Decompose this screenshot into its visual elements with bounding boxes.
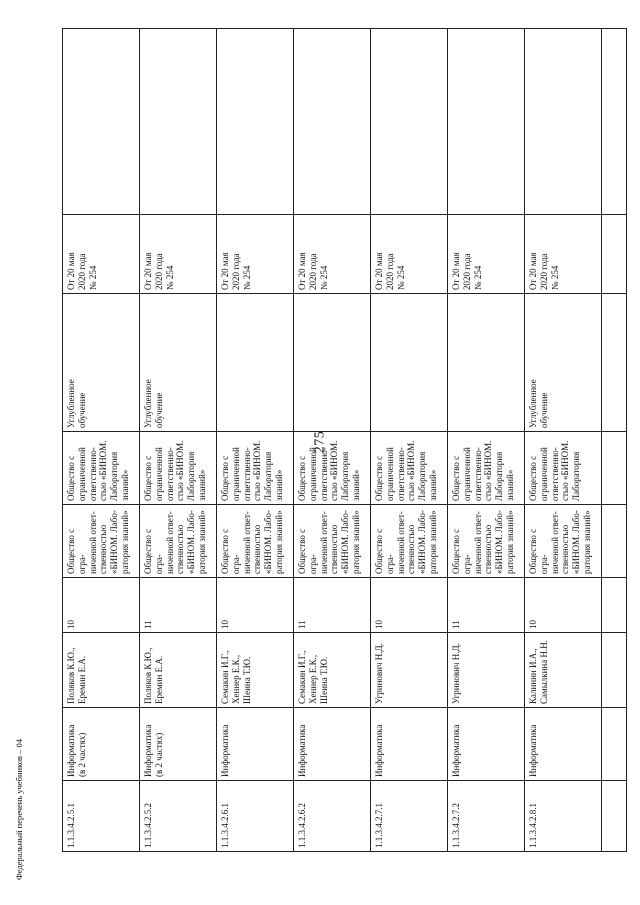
- empty-cell: [448, 29, 525, 215]
- level-cell: Углубленное обучение: [140, 294, 217, 432]
- empty-cell: [525, 29, 602, 215]
- publisher-cell: Общество с огра- ниченной ответ- ственностью «БИНОМ. Лабо- ратория знаний»: [217, 505, 294, 578]
- grade-cell: 10: [63, 578, 140, 633]
- publisher-cell: Общество с огра- ниченной ответ- ственностью «БИНОМ. Лабо- ратория знаний»: [525, 505, 602, 578]
- order-cell: От 20 мая 2020 года № 254: [371, 215, 448, 294]
- empty-cell: [602, 29, 627, 215]
- publisher-cell: Общество с огра- ниченной ответ- ственностью «БИНОМ. Лабо- ратория знаний»: [63, 505, 140, 578]
- authors-cell: Поляков К.Ю., Еремин Е.А.: [63, 633, 140, 708]
- level-cell: Углубленное обучение: [63, 294, 140, 432]
- subject-cell: Информатика (в 2 частях): [140, 708, 217, 781]
- code-cell: 1.1.3.4.2.6.2: [294, 781, 371, 852]
- empty-cell: [602, 708, 627, 781]
- rotated-table-container: [62, 29, 592, 852]
- code-cell: 1.1.3.4.2.5.2: [140, 781, 217, 852]
- publisher-legal-cell: Общество с ограниченной ответственно- стью «БИНОМ. Лаборатория знаний»: [217, 432, 294, 505]
- publisher-legal-cell: Общество с ограниченной ответственно- стью «БИНОМ. Лаборатория знаний»: [448, 432, 525, 505]
- order-cell: От 20 мая 2020 года № 254: [525, 215, 602, 294]
- subject-cell: Информатика: [448, 708, 525, 781]
- grade-cell: 11: [294, 578, 371, 633]
- authors-cell: Калинин И.А., Самылкина Н.Н.: [525, 633, 602, 708]
- code-cell: 1.1.3.4.2.6.1: [217, 781, 294, 852]
- order-cell: От 20 мая 2020 года № 254: [294, 215, 371, 294]
- grade-cell: 11: [448, 578, 525, 633]
- subject-cell: Информатика: [217, 708, 294, 781]
- publisher-legal-cell: Общество с ограниченной ответственно- стью «БИНОМ. Лаборатория: [525, 432, 602, 505]
- authors-cell: Семакин И.Г., Хеннер Е.К., Шеина Т.Ю.: [217, 633, 294, 708]
- publisher-legal-cell: Общество с ограниченной ответственно- стью «БИНОМ. Лаборатория знаний»: [140, 432, 217, 505]
- empty-cell: [602, 781, 627, 852]
- grade-cell: 10: [525, 578, 602, 633]
- level-cell: [217, 294, 294, 432]
- publisher-cell: Общество с огра- ниченной ответ- ственностью «БИНОМ. Лабо- ратория знаний»: [448, 505, 525, 578]
- empty-cell: [602, 505, 627, 578]
- empty-cell: [602, 294, 627, 432]
- page-number-text: 275: [312, 430, 327, 454]
- grade-cell: 10: [217, 578, 294, 633]
- grade-cell: 10: [371, 578, 448, 633]
- table-row: [525, 29, 602, 852]
- level-cell: [371, 294, 448, 432]
- empty-cell: [63, 29, 140, 215]
- subject-cell: Информатика: [371, 708, 448, 781]
- publisher-cell: Общество с огра- ниченной ответ- ственностью «БИНОМ. Лабо- ратория знаний»: [294, 505, 371, 578]
- authors-cell: Поляков К.Ю., Еремин Е.А.: [140, 633, 217, 708]
- order-cell: От 20 мая 2020 года № 254: [140, 215, 217, 294]
- level-cell: Углубленное обучение: [525, 294, 602, 432]
- empty-cell: [602, 578, 627, 633]
- code-cell: 1.1.3.4.2.8.1: [525, 781, 602, 852]
- empty-cell: [602, 633, 627, 708]
- table-edge-strip: [602, 29, 627, 852]
- order-cell: От 20 мая 2020 года № 254: [217, 215, 294, 294]
- level-cell: [294, 294, 371, 432]
- empty-cell: [602, 215, 627, 294]
- table-row: [294, 29, 371, 852]
- table-row: [448, 29, 525, 852]
- subject-cell: Информатика: [294, 708, 371, 781]
- publisher-legal-cell: Общество с ограниченной ответственно- стью «БИНОМ. Лаборатория знаний»: [294, 432, 371, 505]
- textbook-table: [62, 28, 627, 852]
- grade-cell: 11: [140, 578, 217, 633]
- subject-cell: Информатика (в 2 частях): [63, 708, 140, 781]
- publisher-cell: Общество с огра- ниченной ответ- ственностью «БИНОМ. Лабо- ратория знаний»: [140, 505, 217, 578]
- authors-cell: Угринович Н.Д.: [448, 633, 525, 708]
- authors-cell: Угринович Н.Д.: [371, 633, 448, 708]
- order-cell: От 20 мая 2020 года № 254: [63, 215, 140, 294]
- empty-cell: [602, 432, 627, 505]
- empty-cell: [294, 29, 371, 215]
- footer-line: Федеральный перечень учебников – 04: [14, 738, 24, 880]
- code-cell: 1.1.3.4.2.5.1: [63, 781, 140, 852]
- table-row: [217, 29, 294, 852]
- authors-cell: Семакин И.Г., Хеннер Е.К., Шеина Т.Ю.: [294, 633, 371, 708]
- level-cell: [448, 294, 525, 432]
- code-cell: 1.1.3.4.2.7.2: [448, 781, 525, 852]
- table-row: [371, 29, 448, 852]
- publisher-cell: Общество с огра- ниченной ответ- ственностью «БИНОМ. Лабо- ратория знаний»: [371, 505, 448, 578]
- publisher-legal-cell: Общество с ограниченной ответственно- стью «БИНОМ. Лаборатория знаний»: [63, 432, 140, 505]
- table-row: [63, 29, 140, 852]
- order-cell: От 20 мая 2020 года № 254: [448, 215, 525, 294]
- subject-cell: Информатика: [525, 708, 602, 781]
- empty-cell: [371, 29, 448, 215]
- empty-cell: [217, 29, 294, 215]
- empty-cell: [140, 29, 217, 215]
- code-cell: 1.1.3.4.2.7.1: [371, 781, 448, 852]
- publisher-legal-cell: Общество с ограниченной ответственно- стью «БИНОМ. Лаборатория знаний»: [371, 432, 448, 505]
- table-row: [140, 29, 217, 852]
